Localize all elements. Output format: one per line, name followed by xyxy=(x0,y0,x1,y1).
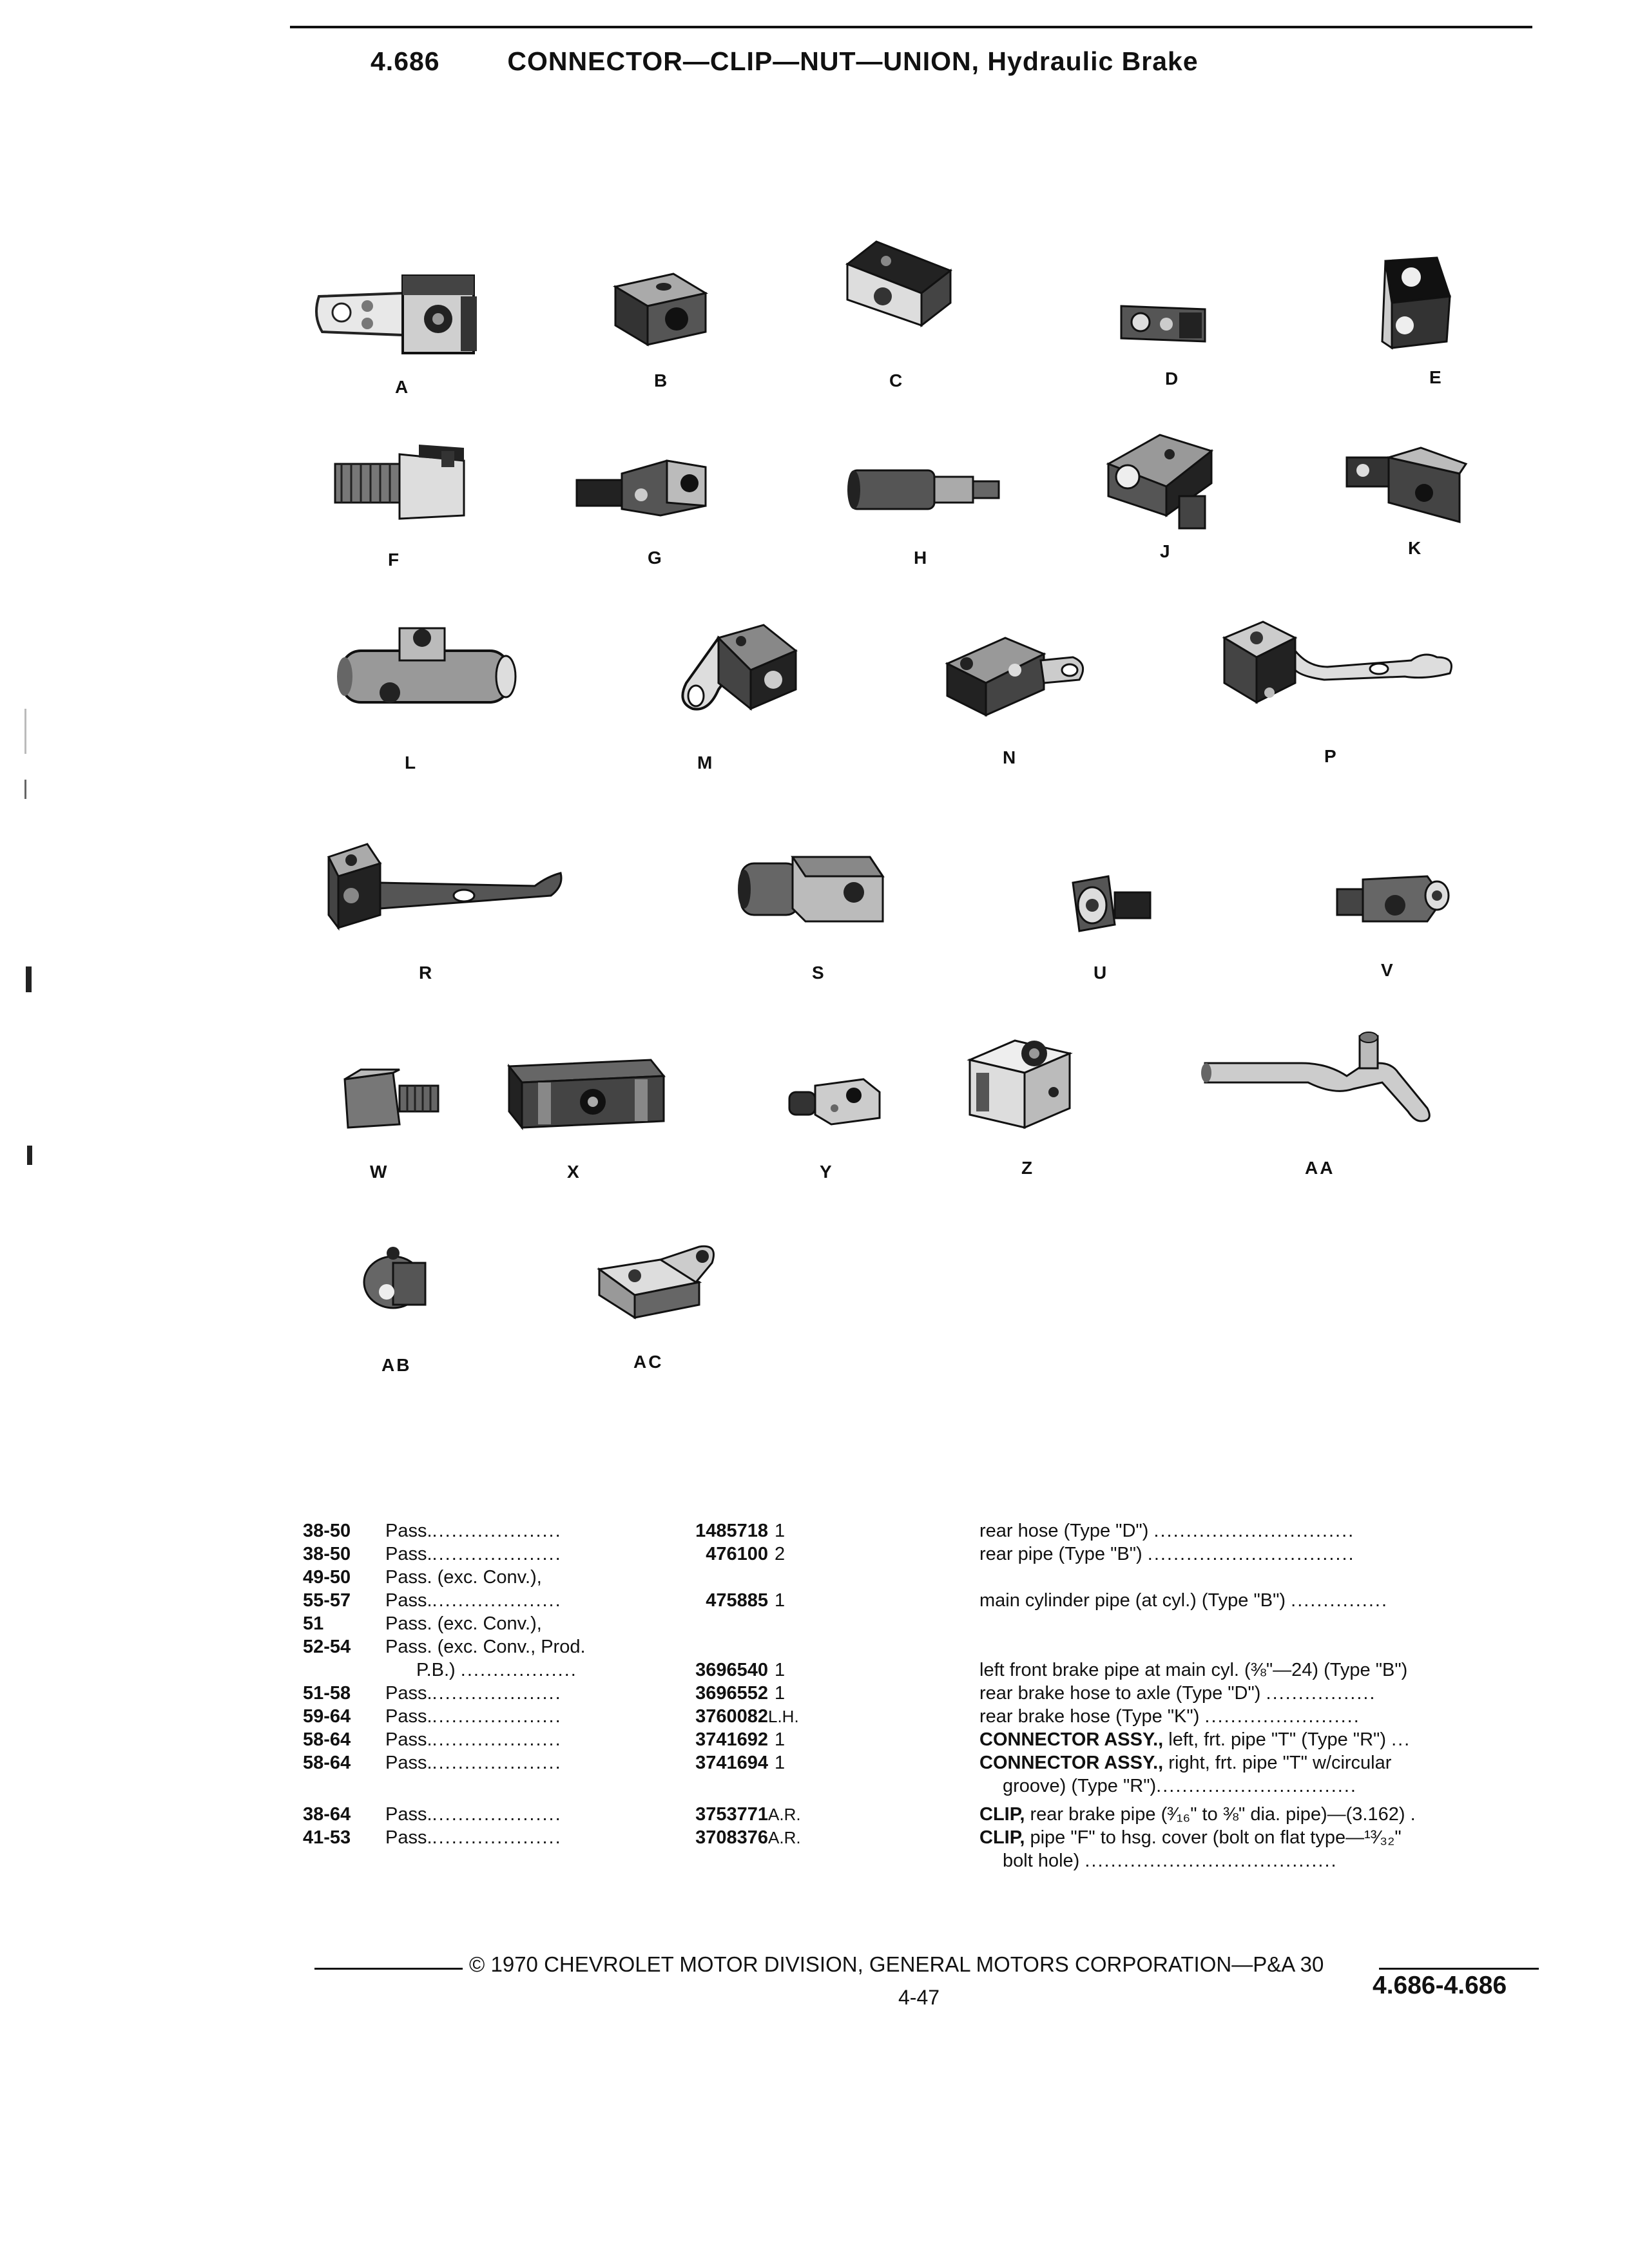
part-desc: Pass. (exc. Conv.), xyxy=(385,1567,542,1588)
part-desc: Pass..................... xyxy=(385,1804,562,1825)
part-desc: Pass..................... xyxy=(385,1683,562,1704)
part-desc: Pass..................... xyxy=(385,1544,562,1564)
fig-e-image xyxy=(1366,251,1463,354)
part-usage: CONNECTOR ASSY., right, frt. pipe "T" w/circular xyxy=(979,1753,1392,1773)
fig-y-label: Y xyxy=(820,1162,834,1182)
fig-h-image xyxy=(838,454,1005,525)
fig-z-image xyxy=(957,1028,1086,1137)
fig-x-image xyxy=(499,1047,673,1137)
fig-a-label: A xyxy=(395,377,410,397)
fig-l-label: L xyxy=(405,753,418,773)
fig-c-label: C xyxy=(889,370,905,390)
fig-f-image xyxy=(322,438,477,535)
part-usage: bolt hole) ....................................... xyxy=(1003,1850,1338,1871)
fig-k-image xyxy=(1337,438,1479,535)
fig-b-image xyxy=(602,261,718,358)
part-qty: A.R. xyxy=(768,1805,801,1824)
part-usage: rear hose (Type "D") ............................... xyxy=(979,1521,1355,1541)
part-qty: L.H. xyxy=(768,1707,799,1726)
fig-y-image xyxy=(780,1066,889,1131)
part-years: 58-64 xyxy=(303,1729,351,1750)
fig-h-label: H xyxy=(914,548,929,568)
part-desc: P.B.) .................. xyxy=(416,1660,577,1680)
fig-p-label: P xyxy=(1324,746,1338,766)
part-number: 3760082 xyxy=(695,1706,768,1727)
fig-s-image xyxy=(728,838,896,941)
part-usage: groove) (Type "R")............................... xyxy=(1003,1776,1357,1796)
part-number: 475885 xyxy=(706,1590,768,1611)
section-reference: 4.686-4.686 xyxy=(1373,1972,1507,1999)
page-title: CONNECTOR—CLIP—NUT—UNION, Hydraulic Brake xyxy=(507,46,1199,76)
part-qty: 1 xyxy=(775,1660,786,1680)
footer-rule-left xyxy=(314,1968,463,1970)
part-years: 55-57 xyxy=(303,1590,351,1611)
part-number: 3696552 xyxy=(695,1683,768,1704)
fig-s-label: S xyxy=(812,963,826,983)
fig-ab-label: AB xyxy=(381,1355,412,1375)
part-usage: main cylinder pipe (at cyl.) (Type "B") ............... xyxy=(979,1590,1388,1611)
part-usage: rear brake hose (Type "K") ........................ xyxy=(979,1706,1360,1727)
part-years: 58-64 xyxy=(303,1753,351,1773)
part-desc: Pass..................... xyxy=(385,1590,562,1611)
part-qty: 1 xyxy=(775,1753,786,1773)
fig-l-image xyxy=(329,615,522,731)
fig-ac-label: AC xyxy=(633,1352,664,1372)
fig-p-image xyxy=(1211,612,1469,722)
part-qty: A.R. xyxy=(768,1828,801,1847)
part-years: 51 xyxy=(303,1613,324,1634)
fig-x-label: X xyxy=(567,1162,581,1182)
part-desc: Pass..................... xyxy=(385,1706,562,1727)
fig-z-label: Z xyxy=(1021,1158,1035,1178)
part-number: 3741692 xyxy=(695,1729,768,1750)
fig-b-label: B xyxy=(654,370,670,390)
part-qty: 2 xyxy=(775,1544,786,1564)
part-number: 3696540 xyxy=(695,1660,768,1680)
fig-m-label: M xyxy=(697,753,715,773)
fig-g-label: G xyxy=(648,548,664,568)
fig-v-image xyxy=(1331,860,1460,937)
part-qty: 1 xyxy=(775,1590,786,1611)
fig-r-label: R xyxy=(419,963,434,983)
page-number: 4-47 xyxy=(898,1986,940,2009)
fig-e-label: E xyxy=(1429,367,1443,387)
part-usage: CLIP, rear brake pipe (³⁄₁₆" to ⅜" dia. pipe)—(3.162) . xyxy=(979,1804,1416,1825)
part-usage: CLIP, pipe "F" to hsg. cover (bolt on flat type—¹³⁄₃₂" xyxy=(979,1827,1402,1848)
fig-m-image xyxy=(648,612,809,728)
part-years: 38-50 xyxy=(303,1521,351,1541)
fig-w-label: W xyxy=(370,1162,389,1182)
part-usage: CONNECTOR ASSY., left, frt. pipe "T" (Type "R") ... xyxy=(979,1729,1411,1750)
fig-d-label: D xyxy=(1165,369,1181,389)
fig-ac-image xyxy=(590,1234,731,1331)
fig-aa-label: AA xyxy=(1305,1158,1335,1178)
part-number: 3753771 xyxy=(695,1804,768,1825)
part-years: 38-64 xyxy=(303,1804,351,1825)
fig-n-label: N xyxy=(1003,747,1018,767)
footer-rule-right xyxy=(1379,1968,1539,1970)
fig-g-image xyxy=(570,445,718,528)
part-number: 3741694 xyxy=(695,1753,768,1773)
fig-aa-image xyxy=(1199,1024,1450,1134)
part-qty: 1 xyxy=(775,1729,786,1750)
part-years: 52-54 xyxy=(303,1637,351,1657)
part-desc: Pass..................... xyxy=(385,1521,562,1541)
fig-n-image xyxy=(934,619,1095,722)
part-desc: Pass. (exc. Conv., Prod. xyxy=(385,1637,586,1657)
part-desc: Pass. (exc. Conv.), xyxy=(385,1613,542,1634)
fig-c-image xyxy=(838,232,967,335)
fig-u-label: U xyxy=(1094,963,1109,983)
fig-ab-image xyxy=(358,1240,441,1318)
part-years: 51-58 xyxy=(303,1683,351,1704)
part-qty: 1 xyxy=(775,1521,786,1541)
part-number: 1485718 xyxy=(695,1521,768,1541)
fig-k-label: K xyxy=(1408,538,1423,558)
fig-f-label: F xyxy=(388,550,401,570)
part-years: 38-50 xyxy=(303,1544,351,1564)
fig-w-image xyxy=(335,1060,451,1137)
copyright-notice: © 1970 CHEVROLET MOTOR DIVISION, GENERAL MOTORS CORPORATION—P&A 30 xyxy=(469,1952,1324,1976)
part-desc: Pass..................... xyxy=(385,1729,562,1750)
part-years: 41-53 xyxy=(303,1827,351,1848)
part-years: 59-64 xyxy=(303,1706,351,1727)
fig-r-image xyxy=(316,838,574,954)
fig-a-image xyxy=(306,258,499,374)
part-desc: Pass..................... xyxy=(385,1753,562,1773)
part-usage: rear brake hose to axle (Type "D") ................. xyxy=(979,1683,1376,1704)
part-number: 476100 xyxy=(706,1544,768,1564)
fig-j-image xyxy=(1089,425,1231,535)
fig-j-label: J xyxy=(1160,541,1172,561)
fig-u-image xyxy=(1063,867,1166,937)
fig-d-image xyxy=(1115,293,1218,351)
part-usage: rear pipe (Type "B") ................................ xyxy=(979,1544,1355,1564)
part-years: 49-50 xyxy=(303,1567,351,1588)
part-desc: Pass..................... xyxy=(385,1827,562,1848)
part-qty: 1 xyxy=(775,1683,786,1704)
part-number: 3708376 xyxy=(695,1827,768,1848)
fig-v-label: V xyxy=(1381,960,1395,980)
part-usage: left front brake pipe at main cyl. (⅜"—24) (Type "B") xyxy=(979,1660,1408,1680)
section-number: 4.686 xyxy=(371,46,440,76)
